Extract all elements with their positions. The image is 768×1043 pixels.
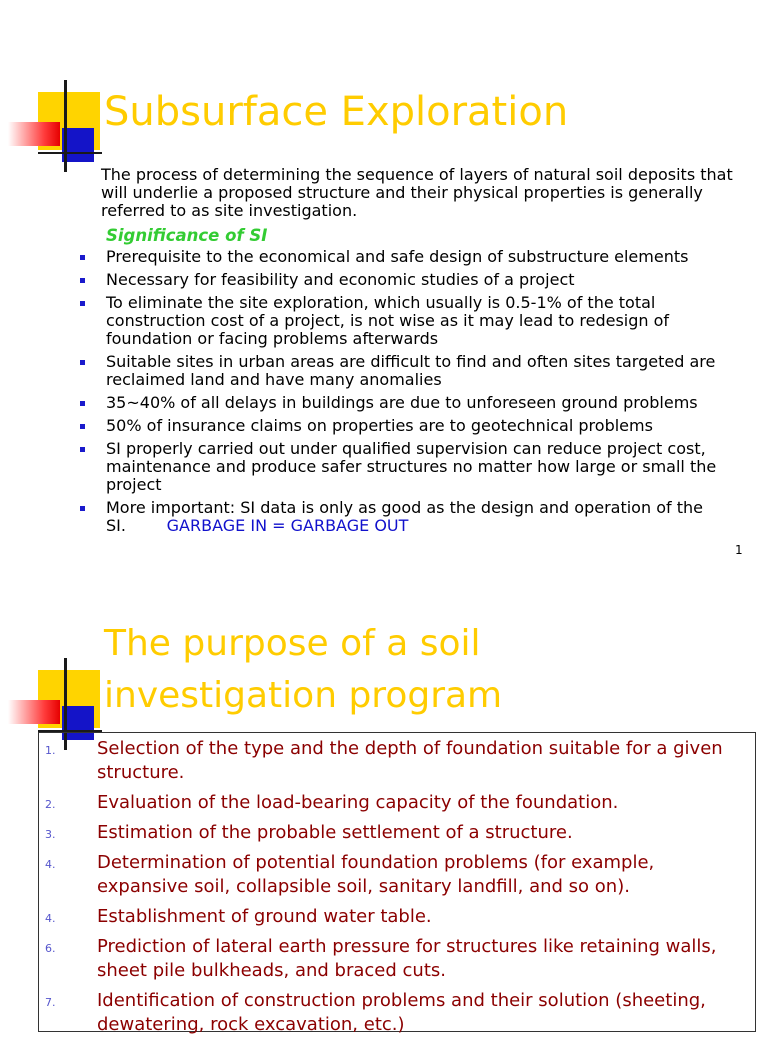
list-item: 3. Estimation of the probable settlement of a structure.: [45, 822, 573, 843]
list-item: 35~40% of all delays in buildings are due to unforeseen ground problems: [78, 394, 748, 412]
list-item: Suitable sites in urban areas are difficult to find and often sites targeted are reclaimed land and have many anomalies: [78, 353, 748, 389]
purpose-box: [38, 732, 756, 1035]
slide-title: Subsurface Exploration: [104, 89, 569, 135]
bullet-square-icon: [80, 301, 85, 306]
bullet-square-icon: [80, 278, 85, 283]
list-item: 2. Evaluation of the load-bearing capacity of the foundation.: [45, 792, 619, 813]
list-item: More important: SI data is only as good as the design and operation of the SI. GARBAGE IN = GARBAGE OUT: [78, 499, 748, 535]
list-item: 4. Establishment of ground water table.: [45, 906, 432, 927]
list-item: 7. Identification of construction problems and their solution (sheeting, dewatering, rock excavation, etc.): [45, 990, 706, 1035]
garbage-note: GARBAGE IN = GARBAGE OUT: [166, 516, 409, 535]
list-item: Prerequisite to the economical and safe design of substructure elements: [78, 248, 748, 266]
slide-title: The purpose of a soil investigation program: [104, 623, 503, 716]
list-item: 6. Prediction of lateral earth pressure for structures like retaining walls, sheet pile bulkheads, and braced cuts.: [45, 936, 717, 981]
bullet-square-icon: [80, 447, 85, 452]
significance-list: [78, 248, 748, 540]
list-item: Necessary for feasibility and economic studies of a project: [78, 271, 748, 289]
list-item: To eliminate the site exploration, which usually is 0.5-1% of the total construction cost of a project, is not wise as it may lead to redesign of foundation or facing problems afterwards: [78, 294, 748, 348]
list-item: 50% of insurance claims on properties are to geotechnical problems: [78, 417, 748, 435]
logo-decoration-icon: [0, 80, 110, 210]
bullet-square-icon: [80, 360, 85, 365]
list-item: SI properly carried out under qualified supervision can reduce project cost, maintenance and produce safer structures no matter how large or small the project: [78, 440, 748, 494]
purpose-list: [39, 737, 739, 1043]
slide-2: [0, 580, 768, 1035]
bullet-square-icon: [80, 401, 85, 406]
list-item: 4. Determination of potential foundation problems (for example, expansive soil, collapsible soil, sanitary landfill, and so on).: [45, 852, 655, 897]
significance-heading: Significance of SI: [106, 226, 268, 245]
intro-paragraph: The process of determining the sequence of layers of natural soil deposits that will underlie a proposed structure and their physical properties is generally referred to as site investigation.: [101, 165, 733, 220]
page-number: 1: [735, 543, 743, 557]
list-item: 1. Selection of the type and the depth of foundation suitable for a given structure.: [45, 738, 723, 783]
bullet-square-icon: [80, 255, 85, 260]
bullet-square-icon: [80, 424, 85, 429]
bullet-square-icon: [80, 506, 85, 511]
